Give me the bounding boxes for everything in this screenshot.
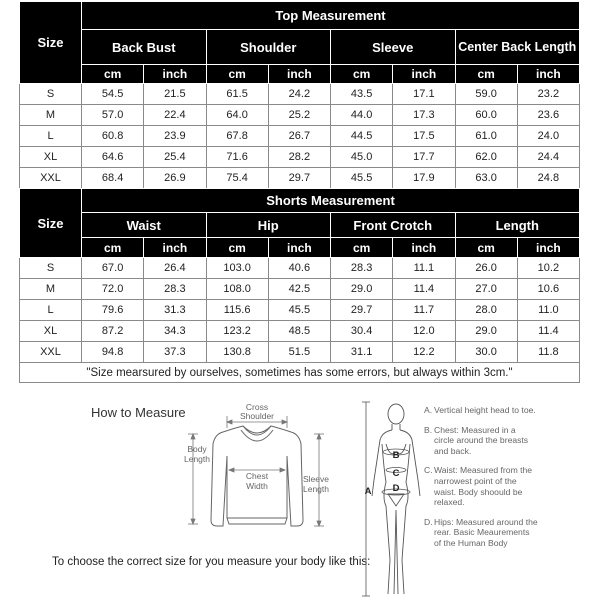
note-text: Vertical height head to toe. [434,405,536,415]
size-header: Size [20,189,82,258]
chest-width-label: Chest [245,471,269,481]
value-cell: 26.7 [268,126,330,147]
value-cell: 17.5 [393,126,455,147]
value-cell: 27.0 [455,279,517,300]
value-cell: 62.0 [455,147,517,168]
value-cell: 10.6 [517,279,579,300]
value-cell: 75.4 [206,168,268,189]
value-cell: 43.5 [331,84,393,105]
value-cell: 26.4 [144,258,206,279]
size-cell: S [20,258,82,279]
value-cell: 40.6 [268,258,330,279]
value-cell: 25.4 [144,147,206,168]
body-length-label: Body [187,444,207,454]
note-a [424,405,600,416]
value-cell: 12.2 [393,342,455,363]
value-cell: 30.0 [455,342,517,363]
value-cell: 11.8 [517,342,579,363]
size-cell: M [20,105,82,126]
note-c [424,465,600,507]
size-disclaimer-note: "Size mearsured by ourselves, sometimes has some errors, but always within 3cm." [20,363,580,383]
value-cell: 22.4 [144,105,206,126]
value-cell: 130.8 [206,342,268,363]
value-cell: 61.0 [455,126,517,147]
top-measurement-table [19,1,580,189]
table-row [20,300,580,321]
size-cell: L [20,126,82,147]
value-cell: 68.4 [82,168,144,189]
value-cell: 21.5 [144,84,206,105]
unit-cm: cm [206,238,268,258]
hip-header: Hip [206,213,331,238]
value-cell: 48.5 [268,321,330,342]
value-cell: 30.4 [331,321,393,342]
unit-inch: inch [517,238,579,258]
value-cell: 94.8 [82,342,144,363]
value-cell: 28.3 [144,279,206,300]
center-back-length-header: Center Back Length [455,30,580,65]
value-cell: 79.6 [82,300,144,321]
unit-cm: cm [82,65,144,84]
note-text: Hips: Measured around the rear. Basic Meaurements of the Human Body [434,516,538,548]
size-cell: XXL [20,168,82,189]
table-row [20,168,580,189]
letter-d: D [392,483,400,494]
table-row [20,105,580,126]
value-cell: 29.7 [331,300,393,321]
shorts-measurement-table [19,188,580,383]
value-cell: 71.6 [206,147,268,168]
length-header: Length [455,213,580,238]
value-cell: 29.0 [455,321,517,342]
value-cell: 42.5 [268,279,330,300]
body-figure-diagram [360,400,424,600]
table-row [20,84,580,105]
table-row [20,126,580,147]
unit-inch: inch [268,65,330,84]
shoulder-header: Shoulder [206,30,331,65]
letter-c: C [392,468,400,479]
table-note-row [20,363,580,383]
value-cell: 51.5 [268,342,330,363]
value-cell: 29.0 [331,279,393,300]
value-cell: 54.5 [82,84,144,105]
unit-cm: cm [455,65,517,84]
value-cell: 10.2 [517,258,579,279]
garment-measure-diagram [175,400,345,538]
size-cell: XL [20,321,82,342]
value-cell: 37.3 [144,342,206,363]
letter-b: B [392,450,400,461]
sleeve-header: Sleeve [331,30,456,65]
cross-shoulder-label: Cross [245,402,269,412]
size-header: Size [20,2,82,84]
value-cell: 11.4 [393,279,455,300]
note-b [424,425,600,457]
table-row [20,279,580,300]
value-cell: 26.0 [455,258,517,279]
value-cell: 11.4 [517,321,579,342]
sleeve-length-label: Sleeve [303,474,329,484]
how-to-measure-title: How to Measure [91,405,186,420]
value-cell: 64.0 [206,105,268,126]
unit-inch: inch [268,238,330,258]
value-cell: 61.5 [206,84,268,105]
value-cell: 67.8 [206,126,268,147]
value-cell: 28.0 [455,300,517,321]
value-cell: 24.0 [517,126,579,147]
value-cell: 24.2 [268,84,330,105]
body-silhouette [372,404,420,594]
value-cell: 17.7 [393,147,455,168]
value-cell: 72.0 [82,279,144,300]
table-row [20,342,580,363]
note-d [424,517,600,549]
back-bust-header: Back Bust [82,30,207,65]
value-cell: 17.9 [393,168,455,189]
value-cell: 63.0 [455,168,517,189]
letter-a: A [364,486,372,497]
measurement-notes [424,405,600,558]
value-cell: 25.2 [268,105,330,126]
chest-width-label: Width [246,481,268,491]
value-cell: 108.0 [206,279,268,300]
value-cell: 57.0 [82,105,144,126]
unit-cm: cm [331,65,393,84]
note-key: C. [424,465,433,476]
value-cell: 87.2 [82,321,144,342]
unit-inch: inch [393,238,455,258]
size-cell: XL [20,147,82,168]
value-cell: 115.6 [206,300,268,321]
table-row [20,147,580,168]
table-row [20,258,580,279]
value-cell: 45.5 [268,300,330,321]
value-cell: 34.3 [144,321,206,342]
value-cell: 31.1 [331,342,393,363]
size-cell: S [20,84,82,105]
value-cell: 64.6 [82,147,144,168]
note-text: Chest: Measured in a circle around the breasts and back. [434,424,529,456]
unit-cm: cm [206,65,268,84]
cross-shoulder-label: Shoulder [239,411,275,421]
value-cell: 11.7 [393,300,455,321]
value-cell: 23.9 [144,126,206,147]
note-key: D. [424,516,433,527]
value-cell: 23.6 [517,105,579,126]
value-cell: 60.0 [455,105,517,126]
note-text: Waist: Measured from the narrowest point of the waist. Body shoould be relaxed. [434,465,533,508]
note-key: B. [424,424,433,435]
unit-inch: inch [144,65,206,84]
top-measurement-title: Top Measurement [82,2,580,30]
value-cell: 123.2 [206,321,268,342]
value-cell: 28.3 [331,258,393,279]
unit-inch: inch [144,238,206,258]
value-cell: 24.4 [517,147,579,168]
unit-inch: inch [393,65,455,84]
value-cell: 67.0 [82,258,144,279]
table-row [20,321,580,342]
value-cell: 23.2 [517,84,579,105]
value-cell: 24.8 [517,168,579,189]
body-length-label: Length [184,454,210,464]
value-cell: 26.9 [144,168,206,189]
value-cell: 31.3 [144,300,206,321]
choose-size-instruction: To choose the correct size for you measure your body like this: [52,556,371,568]
value-cell: 11.0 [517,300,579,321]
waist-header: Waist [82,213,207,238]
unit-cm: cm [82,238,144,258]
value-cell: 44.0 [331,105,393,126]
shorts-measurement-title: Shorts Measurement [82,189,580,213]
value-cell: 17.3 [393,105,455,126]
value-cell: 59.0 [455,84,517,105]
value-cell: 103.0 [206,258,268,279]
value-cell: 28.2 [268,147,330,168]
value-cell: 60.8 [82,126,144,147]
value-cell: 45.0 [331,147,393,168]
size-cell: M [20,279,82,300]
note-key: A. [424,405,433,415]
unit-inch: inch [517,65,579,84]
value-cell: 11.1 [393,258,455,279]
value-cell: 44.5 [331,126,393,147]
unit-cm: cm [331,238,393,258]
sleeve-length-label: Length [303,484,329,494]
front-crotch-header: Front Crotch [331,213,456,238]
value-cell: 45.5 [331,168,393,189]
size-cell: XXL [20,342,82,363]
value-cell: 17.1 [393,84,455,105]
value-cell: 29.7 [268,168,330,189]
size-cell: L [20,300,82,321]
unit-cm: cm [455,238,517,258]
value-cell: 12.0 [393,321,455,342]
